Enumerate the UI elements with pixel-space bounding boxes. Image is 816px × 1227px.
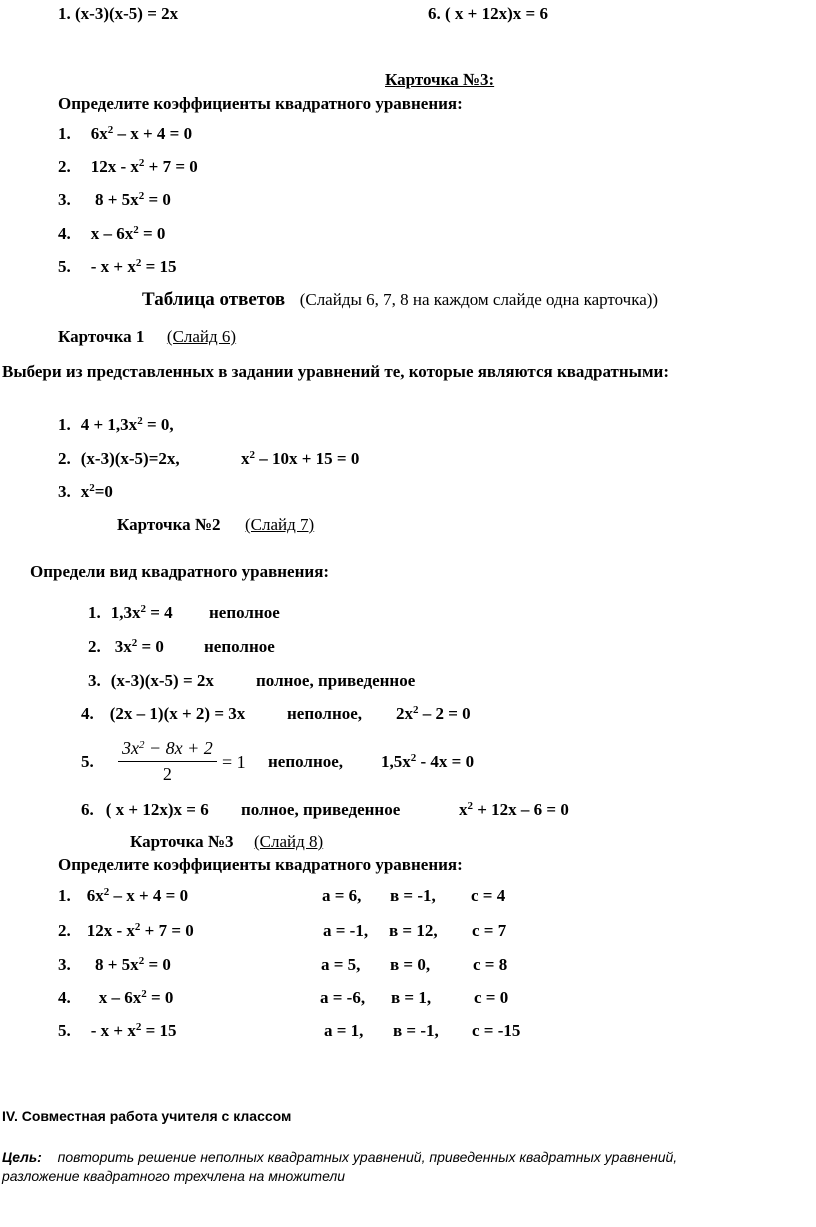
card2-item-5-type: неполное, <box>268 752 344 771</box>
card3a-item-1: 1. $6x^2 - x + 4 = 0$ <box>58 124 193 143</box>
card2-item-1-type: неполное <box>209 603 280 622</box>
card2-item-2: 2. $3x^2 = 0$ <box>88 637 164 656</box>
card1-instruction: Выбери из представленных в задании уравнений те, которые являются квадратными: <box>2 362 669 381</box>
card3b-item-3: 3. $8 + 5x^2 = 0$ <box>58 955 171 974</box>
card2-item-3: 3. (x-3)(x-5) = 2x <box>88 671 214 690</box>
card3a-item-3: 3. $8 + 5x^2 = 0$ <box>58 190 171 209</box>
card3b-item-2: 2. $12x - x^2 + 7 = 0$ <box>58 921 194 940</box>
card3b-item-5-c: с = -15 <box>472 1021 521 1040</box>
card2-item-5-num: 5. <box>81 752 94 771</box>
card2-item-6: 6. ( x + 12x)x = 6 <box>81 800 209 819</box>
top-item-1: 1. (x-3)(x-5) = 2x <box>58 4 179 23</box>
card3a-title: Карточка №3: <box>385 70 495 89</box>
card3a-item-5: 5. - $x + x^2 = 15$ <box>58 257 177 276</box>
card3b-item-1-a: а = 6, <box>322 886 362 905</box>
card3a-item-4: 4. $x - 6x^2 = 0$ <box>58 224 166 243</box>
card2-item-4: 4. (2x – 1)(x + 2) = 3x <box>81 704 246 723</box>
answers-subtitle: (Слайды 6, 7, 8 на каждом слайде одна карточка)) <box>299 290 659 309</box>
card3b-item-1-b: в = -1, <box>390 886 436 905</box>
card3b-item-4-b: в = 1, <box>391 988 432 1007</box>
goal-label: Цель: <box>2 1149 42 1165</box>
fraction-denominator: 2 <box>162 764 172 784</box>
card2-item-1: 1. $1,3x^2 = 4$ <box>88 603 173 622</box>
section4-heading: IV. Совместная работа учителя с классом <box>2 1108 292 1124</box>
section4-goal-line1 <box>2 1147 677 1167</box>
card3b-item-3-b: в = 0, <box>390 955 431 974</box>
card1-header <box>58 327 236 347</box>
card3b-item-2-b: в = 12, <box>389 921 438 940</box>
section4-goal-line2: разложение квадратного трехчлена на множители <box>2 1168 346 1184</box>
card3b-item-4-c: с = 0 <box>474 988 509 1007</box>
card3a-instruction: Определите коэффициенты квадратного уравнения: <box>58 94 463 113</box>
card2-item-6-extra: $x^2 + 12x - 6 = 0$ <box>459 800 569 819</box>
card3b-header <box>130 832 323 852</box>
fraction-numerator: $3x^2 - 8x + 2$ <box>122 738 213 758</box>
card3b-item-5-a: а = 1, <box>324 1021 364 1040</box>
card1-slide: (Слайд 6) <box>166 327 237 346</box>
card2-instruction: Определи вид квадратного уравнения: <box>30 562 330 581</box>
card2-slide: (Слайд 7) <box>244 515 315 534</box>
card3b-title: Карточка №3 <box>130 832 234 851</box>
card1-title: Карточка 1 <box>58 327 145 346</box>
card1-item-1: 1. $4 + 1,3x^2 = 0$, <box>58 415 174 434</box>
card3b-item-2-c: с = 7 <box>472 921 507 940</box>
card2-item-6-type: полное, приведенное <box>241 800 401 819</box>
card2-item-5-rhs: = 1 <box>222 752 246 772</box>
card2-item-4-type: неполное, <box>287 704 363 723</box>
card2-item-4-extra: $2x^2 - 2 = 0$ <box>396 704 471 723</box>
card3b-item-5: 5. - $x + x^2 = 15$ <box>58 1021 177 1040</box>
card3b-slide: (Слайд 8) <box>253 832 324 851</box>
card3b-instruction: Определите коэффициенты квадратного уравнения: <box>58 855 463 874</box>
card3b-item-1: 1. $6x^2 - x + 4 = 0$ <box>58 886 189 905</box>
card3b-item-4-a: а = -6, <box>320 988 366 1007</box>
answers-title: Таблица ответов <box>142 289 286 310</box>
card2-item-3-type: полное, приведенное <box>256 671 416 690</box>
card1-item-2-extra: $x^2 - 10x + 15 = 0$ <box>241 449 360 468</box>
card3b-item-1-c: с = 4 <box>471 886 506 905</box>
card2-item-5-extra: $1,5x^2 - 4x = 0$ <box>381 752 475 771</box>
card3b-item-3-a: а = 5, <box>321 955 361 974</box>
card3b-item-3-c: с = 8 <box>473 955 508 974</box>
card2-item-5-fraction <box>118 738 217 785</box>
card3b-item-2-a: а = -1, <box>323 921 369 940</box>
card2-header <box>117 515 314 535</box>
top-item-6: 6. ( x + 12x)x = 6 <box>428 4 548 23</box>
goal-text-1: повторить решение неполных квадратных уравнений, приведенных квадратных уравнений, <box>57 1149 678 1165</box>
card1-item-3: 3. $x^2=0$ <box>58 482 113 501</box>
card2-title: Карточка №2 <box>117 515 221 534</box>
card3a-item-2: 2. $12x - x^2 + 7 = 0$ <box>58 157 198 176</box>
card3b-item-4: 4. $x - 6x^2 = 0$ <box>58 988 174 1007</box>
card3b-item-5-b: в = -1, <box>393 1021 439 1040</box>
fraction-bar <box>118 761 217 762</box>
card2-item-2-type: неполное <box>204 637 275 656</box>
answers-heading <box>142 290 658 310</box>
card1-item-2: 2. (x-3)(x-5)=2x, <box>58 449 180 468</box>
